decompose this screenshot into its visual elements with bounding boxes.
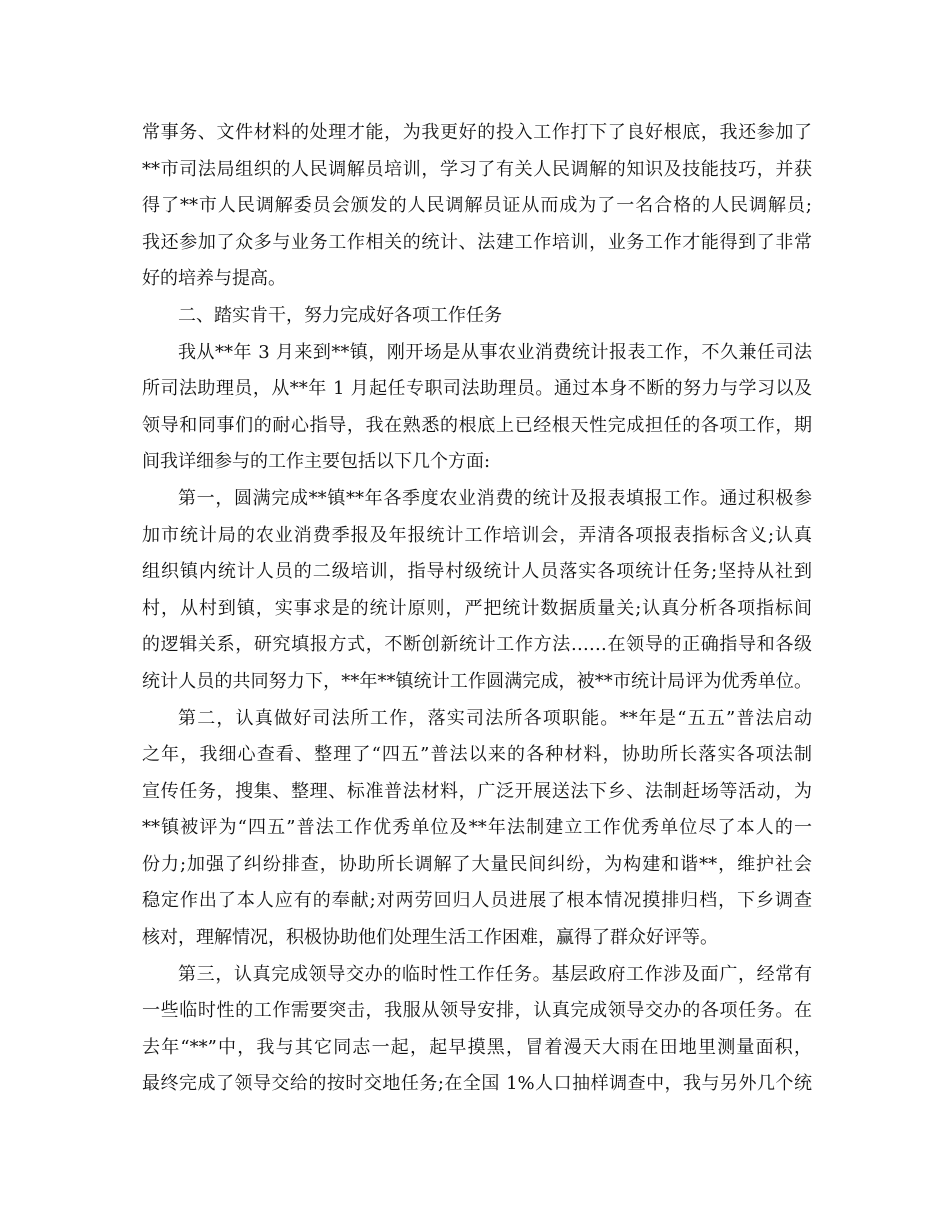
text-line: 统计人员的共同努力下，**年**镇统计工作圆满完成，被**市统计局评为优秀单位。 [142,670,812,692]
text-line: 领导和同事们的耐心指导，我在熟悉的根底上已经根天性完成担任的各项工作，期 [142,414,812,436]
text-line: 常事务、文件材料的处理才能，为我更好的投入工作打下了良好根底，我还参加了 [142,122,812,143]
text-line: 组织镇内统计人员的二级培训，指导村级统计人员落实各项统计任务;坚持从社到 [142,561,812,583]
text-line: 村，从村到镇，实事求是的统计原则，严把统计数据质量关;认真分析各项指标间 [142,597,812,619]
text-line: 去年“**”中，我与其它同志一起，起早摸黑，冒着漫天大雨在田地里测量面积， [142,1036,812,1058]
text-line: 宣传任务，搜集、整理、标准普法材料，广泛开展送法下乡、法制赶场等活动，为 [142,780,812,802]
text-line: 所司法助理员，从**年 1 月起任专职司法助理员。通过本身不断的努力与学习以及 [142,378,812,400]
text-line: 我从**年 3 月来到**镇，刚开场是从事农业消费统计报表工作，不久兼任司法 [178,341,812,363]
text-line: 一些临时性的工作需要突击，我服从领导安排，认真完成领导交办的各项任务。在 [142,1000,812,1022]
text-line: 第三，认真完成领导交办的临时性工作任务。基层政府工作涉及面广，经常有 [178,963,812,985]
text-line: 第一，圆满完成**镇**年各季度农业消费的统计及报表填报工作。通过积极参 [178,487,812,509]
body-text [142,115,812,1103]
text-line: 我还参加了众多与业务工作相关的统计、法建工作培训，业务工作才能得到了非常 [142,231,812,253]
text-line: 的逻辑关系，研究填报方式，不断创新统计工作方法……在领导的正确指导和各级 [142,634,812,656]
section-heading: 二、踏实肯干，努力完成好各项工作任务 [178,304,502,326]
text-line: 好的培养与提高。 [142,268,286,290]
text-line: 稳定作出了本人应有的奉献;对两劳回归人员进展了根本情况摸排归档，下乡调查 [142,890,812,912]
text-line: 加市统计局的农业消费季报及年报统计工作培训会，弄清各项报表指标含义;认真 [142,524,812,546]
text-line: **镇被评为“四五”普法工作优秀单位及**年法制建立工作优秀单位尽了本人的一 [142,817,812,839]
text-line: 最终完成了领导交给的按时交地任务;在全国 1%人口抽样调查中，我与另外几个统 [142,1073,812,1095]
text-line: **市司法局组织的人民调解员培训，学习了有关人民调解的知识及技能技巧，并获 [142,158,812,180]
text-line: 第二，认真做好司法所工作，落实司法所各项职能。**年是“五五”普法启动 [178,707,812,729]
text-line: 核对，理解情况，积极协助他们处理生活工作困难，赢得了群众好评等。 [142,927,718,949]
text-line: 之年，我细心查看、整理了“四五”普法以来的各种材料，协助所长落实各项法制 [142,744,812,766]
text-line: 间我详细参与的工作主要包括以下几个方面: [142,451,491,473]
text-line: 份力;加强了纠纷排查，协助所长调解了大量民间纠纷，为构建和谐**，维护社会 [142,853,812,875]
text-line: 得了**市人民调解委员会颁发的人民调解员证从而成为了一名合格的人民调解员; [142,195,812,217]
